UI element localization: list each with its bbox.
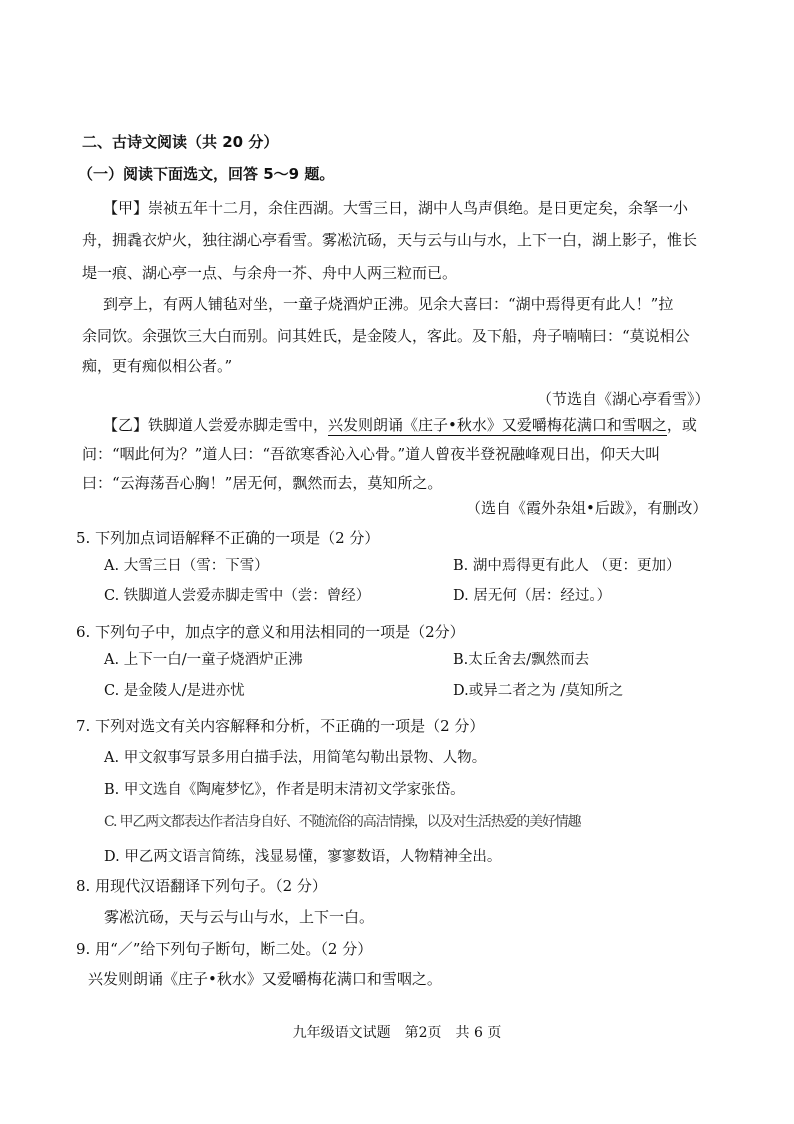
passage-line: 到亭上，有两人铺毡对坐，一童子烧酒炉正沸。见余大喜曰：“湖中焉得更有此人！”拉 — [103, 295, 674, 313]
question-stem: 7. 下列对选文有关内容解释和分析，不正确的一项是（2 分） — [76, 717, 485, 735]
passage-line: 堤一痕、湖心亭一点、与余舟一芥、舟中人两三粒而已。 — [82, 264, 458, 282]
section-heading: 二、古诗文阅读（共 20 分） — [82, 133, 279, 151]
option-c: C. 铁脚道人尝爱赤脚走雪中（尝：曾经） — [104, 588, 371, 604]
option-d: D. 甲乙两文语言简练，浅显易懂，寥寥数语，人物精神全出。 — [104, 849, 502, 865]
option-a: A. 上下一白/一童子烧酒炉正沸 — [104, 652, 303, 668]
question-stem: 9. 用“／”给下列句子断句，断二处。（2 分） — [76, 940, 373, 958]
passage-line: 舟，拥毳衣炉火，独往湖心亭看雪。雾凇沆砀，天与云与山与水，上下一白，湖上影子，惟长 — [82, 231, 698, 249]
question-stem: 5. 下列加点词语解释不正确的一项是（2 分） — [76, 529, 380, 547]
translation-sentence: 雾凇沆砀，天与云与山与水，上下一白。 — [104, 908, 375, 926]
punctuation-sentence: 兴发则朗诵《庄子•秋水》又爱嚼梅花满口和雪咽之。 — [88, 970, 442, 988]
option-b: B. 湖中焉得更有此人 （更：更加） — [453, 558, 681, 574]
page-footer: 九年级语文试题 第2页 共 6 页 — [292, 1025, 502, 1041]
passage-line: 余同饮。余强饮三大白而别。问其姓氏，是金陵人，客此。及下船，舟子喃喃曰：“莫说相公 — [82, 327, 690, 345]
passage-line: 【甲】崇祯五年十二月，余住西湖。大雪三日，湖中人鸟声俱绝。是日更定矣，余拏一小 — [103, 199, 689, 217]
passage-source: （节选自《湖心亭看雪》） — [537, 390, 710, 408]
option-c: C. 是金陵人/是进亦忧 — [104, 683, 245, 699]
passage-text: 【乙】铁脚道人尝爱赤脚走雪中， — [103, 416, 329, 434]
underlined-sentence: 兴发则朗诵《庄子•秋水》又爱嚼梅花满口和雪咽之 — [328, 416, 667, 434]
option-b: B. 甲文选自《陶庵梦忆》，作者是明末清初文学家张岱。 — [104, 782, 465, 798]
passage-source: （选自《霞外杂俎•后跋》，有删改） — [466, 499, 708, 517]
option-d: D. 居无何（居：经过。） — [453, 588, 612, 604]
passage-text: ，或 — [666, 416, 697, 434]
passage-line: 曰：“云海荡吾心胸！”居无何，飘然而去，莫知所之。 — [82, 474, 443, 492]
part-heading: （一）阅读下面选文，回答 5～9 题。 — [78, 165, 335, 183]
passage-line: 问：“咽此何为？”道人曰：“吾欲寒香沁入心骨。”道人曾夜半登祝融峰观日出，仰天大叫 — [82, 445, 661, 463]
passage-line — [103, 415, 697, 435]
passage-line: 痴，更有痴似相公者。” — [82, 357, 233, 375]
option-b: B.太丘舍去/飘然而去 — [453, 652, 590, 668]
option-a: A. 大雪三日（雪：下雪） — [104, 558, 269, 574]
question-stem: 6. 下列句子中，加点字的意义和用法相同的一项是（2分） — [76, 623, 465, 641]
option-d: D.或异二者之为 /莫知所之 — [453, 683, 624, 699]
question-stem: 8. 用现代汉语翻译下列句子。（2 分） — [76, 877, 327, 895]
option-c: C. 甲乙两文都表达作者洁身自好、不随流俗的高洁情操，以及对生活热爱的美好情趣 — [104, 814, 581, 830]
option-a: A. 甲文叙事写景多用白描手法，用简笔勾勒出景物、人物。 — [104, 750, 487, 766]
